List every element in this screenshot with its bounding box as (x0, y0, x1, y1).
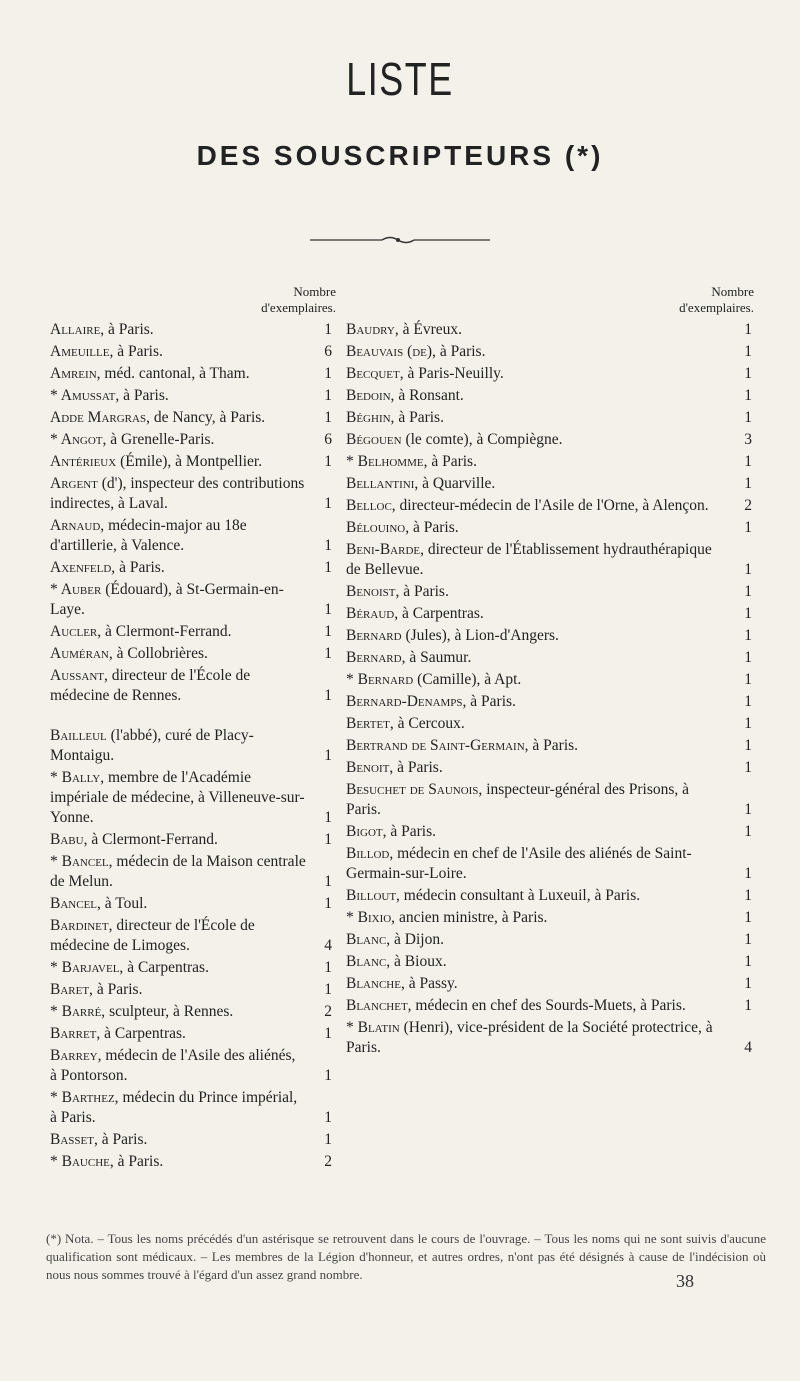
subscriber-name: Benoist, (346, 583, 400, 600)
copy-count: 6 (324, 343, 332, 360)
subscriber-name: Bancel, (50, 895, 101, 912)
subscriber-name: * Auber (50, 581, 102, 598)
subscriber-entry (346, 670, 756, 690)
subscriber-description: à Paris. (435, 343, 486, 360)
subscriber-description: (l'abbé), curé de Placy-Montaigu. (50, 727, 254, 764)
subscriber-name: Billod, (346, 845, 394, 862)
copy-count: 1 (324, 959, 332, 976)
subscriber-description: médecin en chef de l'Asile des aliénés de Saint-Germain-sur-Loire. (346, 845, 692, 882)
page-title: LISTE (346, 53, 454, 105)
copy-count: 1 (324, 1131, 332, 1148)
subscriber-name: Baret, (50, 981, 93, 998)
subscriber-name: Barret, (50, 1025, 101, 1042)
subscriber-name: Bernard-Denamps, (346, 693, 467, 710)
subscriber-entry (346, 452, 756, 472)
copy-count: 1 (744, 693, 752, 710)
copy-count: 1 (744, 519, 752, 536)
subscriber-entry (346, 496, 756, 516)
copy-count: 1 (324, 453, 332, 470)
copy-count: 1 (324, 387, 332, 404)
subscriber-name: * Bancel, (50, 853, 113, 870)
copy-count: 1 (744, 887, 752, 904)
subscriber-name: Béghin, (346, 409, 395, 426)
copy-count: 1 (324, 831, 332, 848)
subscriber-description: à Collobrières. (112, 645, 208, 662)
subscriber-entry (50, 1088, 336, 1128)
subscriber-description: directeur de l'École de médecine de Limoges. (50, 917, 255, 954)
subscriber-description: médecin de l'Asile des aliénés, à Pontorson. (50, 1047, 296, 1084)
subscriber-description: à Paris. (119, 387, 169, 404)
subscriber-description: médecin consultant à Luxeuil, à Paris. (399, 887, 641, 904)
subscriber-entry (50, 644, 336, 664)
subscriber-entry (346, 648, 756, 668)
footnote: (*) Nota. – Tous les noms précédés d'un astérisque se retrouvent dans le cours de l'ouvrage. – Tous les noms qui ne sont suivis d'aucune qualification sont médicaux. – Les membres de la Légion d'honneur, et autres ordres, n'ont pas été désignés à cause de l'indécision où nous nous sommes trouvé à l'égard d'un assez grand nombre. (46, 1231, 766, 1282)
subscriber-entry (50, 408, 336, 428)
subscriber-name: * Blatin (346, 1019, 400, 1036)
subscriber-name: Bertrand de Saint-Germain, (346, 737, 529, 754)
copy-count: 1 (744, 801, 752, 818)
copy-count: 1 (744, 865, 752, 882)
copy-count: 1 (744, 909, 752, 926)
subscriber-name: Billout, (346, 887, 400, 904)
subscriber-name: Ameuille, (50, 343, 114, 360)
subscriber-description: sculpteur, à Rennes. (105, 1003, 234, 1020)
subscriber-name: Allaire, (50, 321, 105, 338)
copy-count: 1 (324, 495, 332, 512)
subscriber-entry (346, 930, 756, 950)
column-header: Nombre d'exemplaires. (679, 284, 754, 315)
subscriber-entry (50, 1046, 336, 1086)
subscriber-name: Bégouen (346, 431, 402, 448)
copy-count: 2 (744, 497, 752, 514)
subscriber-entry (50, 666, 336, 706)
subscriber-description: (Édouard), à St-Germain-en-Laye. (50, 581, 284, 618)
subscriber-name: Antérieux (50, 453, 117, 470)
subscriber-name: * Amussat, (50, 387, 120, 404)
subscriber-name: Argent (50, 475, 98, 492)
subscriber-description: à Paris. (97, 1131, 148, 1148)
subscriber-entry (50, 558, 336, 578)
copy-count: 3 (744, 431, 752, 448)
copy-count: 1 (744, 975, 752, 992)
copy-count: 1 (744, 387, 752, 404)
copy-count: 1 (324, 747, 332, 764)
subscriber-name: Beauvais (de), (346, 343, 436, 360)
subscriber-description: à Clermont-Ferrand. (101, 623, 232, 640)
copy-count: 2 (324, 1153, 332, 1170)
copy-count: 1 (744, 931, 752, 948)
subscriber-entry (346, 822, 756, 842)
subscriber-description: à Paris. (115, 559, 165, 576)
subscriber-name: Bernard (346, 627, 402, 644)
subscriber-entry (346, 996, 756, 1016)
subscriber-entry (346, 364, 756, 384)
subscriber-entry (346, 386, 756, 406)
subscriber-description: ancien ministre, à Paris. (395, 909, 548, 926)
subscriber-name: * Barthez, (50, 1089, 119, 1106)
subscriber-name: Blanchet, (346, 997, 412, 1014)
copy-count: 1 (744, 737, 752, 754)
subscriber-entry (50, 894, 336, 914)
subscriber-description: à Paris-Neuilly. (403, 365, 504, 382)
subscriber-entry (50, 580, 336, 620)
subscriber-name: Amrein, (50, 365, 101, 382)
subscriber-entry (346, 952, 756, 972)
subscriber-entry (346, 974, 756, 994)
subscriber-description: à Dijon. (390, 931, 444, 948)
subscriber-name: * Barré, (50, 1003, 106, 1020)
subscriber-description: à Paris. (409, 519, 459, 536)
subscriber-entry (50, 830, 336, 850)
subscriber-entry (346, 626, 756, 646)
subscriber-description: (Camille), à Apt. (413, 671, 522, 688)
subscriber-entry (50, 364, 336, 384)
subscriber-entry (50, 726, 336, 766)
copy-count: 1 (744, 475, 752, 492)
copy-count: 1 (324, 687, 332, 704)
copy-count: 1 (744, 321, 752, 338)
subscriber-name: * Angot, (50, 431, 107, 448)
subscriber-entry (50, 916, 336, 956)
subscriber-description: (Henri), vice-président de la Société protectrice, à Paris. (346, 1019, 713, 1056)
subscriber-entry (50, 1130, 336, 1150)
subscriber-entry (346, 736, 756, 756)
copy-count: 1 (324, 1025, 332, 1042)
copy-count: 1 (324, 1109, 332, 1126)
subscriber-description: à Quarville. (418, 475, 496, 492)
subscriber-description: à Paris. (427, 453, 477, 470)
copy-count: 1 (744, 649, 752, 666)
subscriber-name: Aucler, (50, 623, 102, 640)
subscriber-name: * Bally, (50, 769, 105, 786)
entry-list (50, 320, 336, 1172)
subscriber-description: (Jules), à Lion-d'Angers. (401, 627, 559, 644)
copy-count: 2 (324, 1003, 332, 1020)
subscriber-name: Bardinet, (50, 917, 113, 934)
copy-count: 6 (324, 431, 332, 448)
subscriber-description: (Émile), à Montpellier. (116, 453, 263, 470)
subscriber-entry (346, 758, 756, 778)
subscriber-description: médecin en chef des Sourds-Muets, à Paris. (411, 997, 686, 1014)
subscriber-description: directeur de l'École de médecine de Rennes. (50, 667, 251, 704)
subscriber-name: Babu, (50, 831, 88, 848)
copy-count: 1 (324, 409, 332, 426)
subscriber-entry (50, 1002, 336, 1022)
subscriber-description: à Saumur. (405, 649, 472, 666)
subscriber-description: membre de l'Académie impériale de médecine, à Villeneuve-sur-Yonne. (50, 769, 305, 826)
subscriber-description: méd. cantonal, à Tham. (100, 365, 250, 382)
subscriber-description: de Nancy, à Paris. (149, 409, 266, 426)
subscriber-name: Aussant, (50, 667, 108, 684)
subscriber-name: Arnaud, (50, 517, 105, 534)
subscriber-entry (50, 516, 336, 556)
subscriber-entry (50, 452, 336, 472)
subscriber-description: à Bioux. (390, 953, 447, 970)
page-subtitle: DES SOUSCRIPTEURS (*) (196, 140, 604, 171)
subscriber-description: médecin du Prince impérial, à Paris. (50, 1089, 298, 1126)
subscriber-name: * Barjavel, (50, 959, 124, 976)
subscriber-description: à Carpentras. (100, 1025, 186, 1042)
copy-count: 1 (324, 365, 332, 382)
subscriber-entry (346, 474, 756, 494)
subscriber-description: à Clermont-Ferrand. (87, 831, 218, 848)
subscriber-name: Béraud, (346, 605, 399, 622)
decorative-rule-icon (310, 234, 490, 246)
subscriber-description: à Paris. (393, 759, 443, 776)
subscriber-name: Besuchet de Saunois, (346, 781, 483, 798)
subscriber-description: (le comte), à Compiègne. (401, 431, 563, 448)
subscriber-entry (50, 622, 336, 642)
subscriber-description: à Paris. (113, 1153, 164, 1170)
subscriber-description: à Passy. (404, 975, 458, 992)
copy-count: 1 (324, 1067, 332, 1084)
subscriber-description: (d'), inspecteur des contributions indirectes, à Laval. (50, 475, 305, 512)
copy-count: 1 (744, 561, 752, 578)
copy-count: 1 (744, 453, 752, 470)
subscriber-description: à Carpentras. (123, 959, 209, 976)
subscriber-name: * Bixio, (346, 909, 396, 926)
copy-count: 1 (324, 981, 332, 998)
subscriber-name: Barrey, (50, 1047, 102, 1064)
subscriber-name: Adde Margras, (50, 409, 150, 426)
subscriber-entry (346, 342, 756, 362)
copy-count: 1 (744, 671, 752, 688)
subscriber-entry (346, 604, 756, 624)
subscriber-description: à Toul. (100, 895, 148, 912)
copy-count: 1 (744, 343, 752, 360)
copy-count: 1 (744, 605, 752, 622)
left-column (50, 284, 336, 1174)
subscriber-name: Bedoin, (346, 387, 395, 404)
subscriber-entry (50, 320, 336, 340)
subscriber-name: Baudry, (346, 321, 399, 338)
subscriber-description: à Paris. (92, 981, 143, 998)
subscriber-name: Belloc, (346, 497, 396, 514)
subscriber-name: Bélouino, (346, 519, 410, 536)
subscriber-entry (50, 1152, 336, 1172)
subscriber-description: médecin de la Maison centrale de Melun. (50, 853, 306, 890)
subscriber-entry (50, 768, 336, 828)
copy-count: 4 (744, 1039, 752, 1056)
subscriber-description: à Paris. (113, 343, 163, 360)
subscriber-name: Bailleul (50, 727, 107, 744)
copy-count: 1 (324, 873, 332, 890)
subscriber-description: à Évreux. (398, 321, 462, 338)
subscriber-entry (346, 540, 756, 580)
subscriber-entry (50, 1024, 336, 1044)
subscriber-name: * Bernard (346, 671, 414, 688)
copy-count: 1 (744, 759, 752, 776)
column-header: Nombre d'exemplaires. (261, 284, 336, 315)
copy-count: 1 (324, 559, 332, 576)
copy-count: 1 (744, 823, 752, 840)
copy-count: 1 (324, 623, 332, 640)
subscriber-entry (346, 908, 756, 928)
copy-count: 1 (324, 537, 332, 554)
copy-count: 1 (744, 953, 752, 970)
subscriber-entry (346, 320, 756, 340)
entry-list (346, 320, 756, 1058)
subscriber-description: à Paris. (104, 321, 154, 338)
subscriber-description: à Paris. (466, 693, 516, 710)
copy-count: 1 (324, 809, 332, 826)
subscriber-entry (346, 430, 756, 450)
copy-count: 4 (324, 937, 332, 954)
subscriber-name: Blanche, (346, 975, 405, 992)
subscriber-name: Bellantini, (346, 475, 419, 492)
subscriber-entry (346, 1018, 756, 1058)
copy-count: 1 (744, 409, 752, 426)
right-column (346, 284, 756, 1060)
subscriber-name: Blanc, (346, 931, 391, 948)
subscriber-entry (346, 582, 756, 602)
copy-count: 1 (324, 321, 332, 338)
subscriber-entry (50, 958, 336, 978)
subscriber-name: Bertet, (346, 715, 394, 732)
subscriber-description: à Paris. (528, 737, 579, 754)
copy-count: 1 (744, 365, 752, 382)
subscriber-description: inspecteur-général des Prisons, à Paris. (346, 781, 690, 818)
copy-count: 1 (324, 601, 332, 618)
subscriber-entry (50, 342, 336, 362)
subscriber-entry (50, 852, 336, 892)
subscriber-name: Blanc, (346, 953, 391, 970)
subscriber-name: * Belhomme, (346, 453, 428, 470)
subscriber-description: à Paris. (394, 409, 444, 426)
subscriber-entry (50, 430, 336, 450)
copy-count: 1 (324, 645, 332, 662)
subscriber-name: Bigot, (346, 823, 387, 840)
subscriber-entry (346, 518, 756, 538)
subscriber-description: à Grenelle-Paris. (106, 431, 215, 448)
subscriber-name: Benoit, (346, 759, 394, 776)
subscriber-entry (346, 408, 756, 428)
page-number: 38 (676, 1271, 694, 1291)
subscriber-name: Basset, (50, 1131, 98, 1148)
subscriber-description: à Carpentras. (398, 605, 484, 622)
subscriber-description: à Paris. (386, 823, 436, 840)
subscriber-description: directeur de l'Établissement hydrauthérapique de Bellevue. (346, 541, 712, 578)
subscriber-description: directeur-médecin de l'Asile de l'Orne, à Alençon. (395, 497, 709, 514)
subscriber-entry (346, 780, 756, 820)
copy-count: 1 (744, 583, 752, 600)
subscriber-entry (346, 692, 756, 712)
subscriber-entry (346, 844, 756, 884)
subscriber-name: Becquet, (346, 365, 404, 382)
subscriber-name: * Bauche, (50, 1153, 114, 1170)
copy-count: 1 (744, 715, 752, 732)
subscriber-entry (346, 886, 756, 906)
subscriber-name: Auméran, (50, 645, 113, 662)
subscriber-entry (50, 474, 336, 514)
subscriber-description: médecin-major au 18e d'artillerie, à Valence. (50, 517, 247, 554)
subscriber-entry (346, 714, 756, 734)
subscriber-entry (50, 386, 336, 406)
copy-count: 1 (324, 895, 332, 912)
subscriber-description: à Cercoux. (393, 715, 465, 732)
subscriber-name: Axenfeld, (50, 559, 116, 576)
copy-count: 1 (744, 997, 752, 1014)
copy-count: 1 (744, 627, 752, 644)
subscriber-entry (50, 980, 336, 1000)
subscriber-name: Bernard, (346, 649, 406, 666)
subscriber-description: à Ronsant. (394, 387, 464, 404)
subscriber-description: à Paris. (399, 583, 449, 600)
subscriber-name: Beni-Barde, (346, 541, 424, 558)
